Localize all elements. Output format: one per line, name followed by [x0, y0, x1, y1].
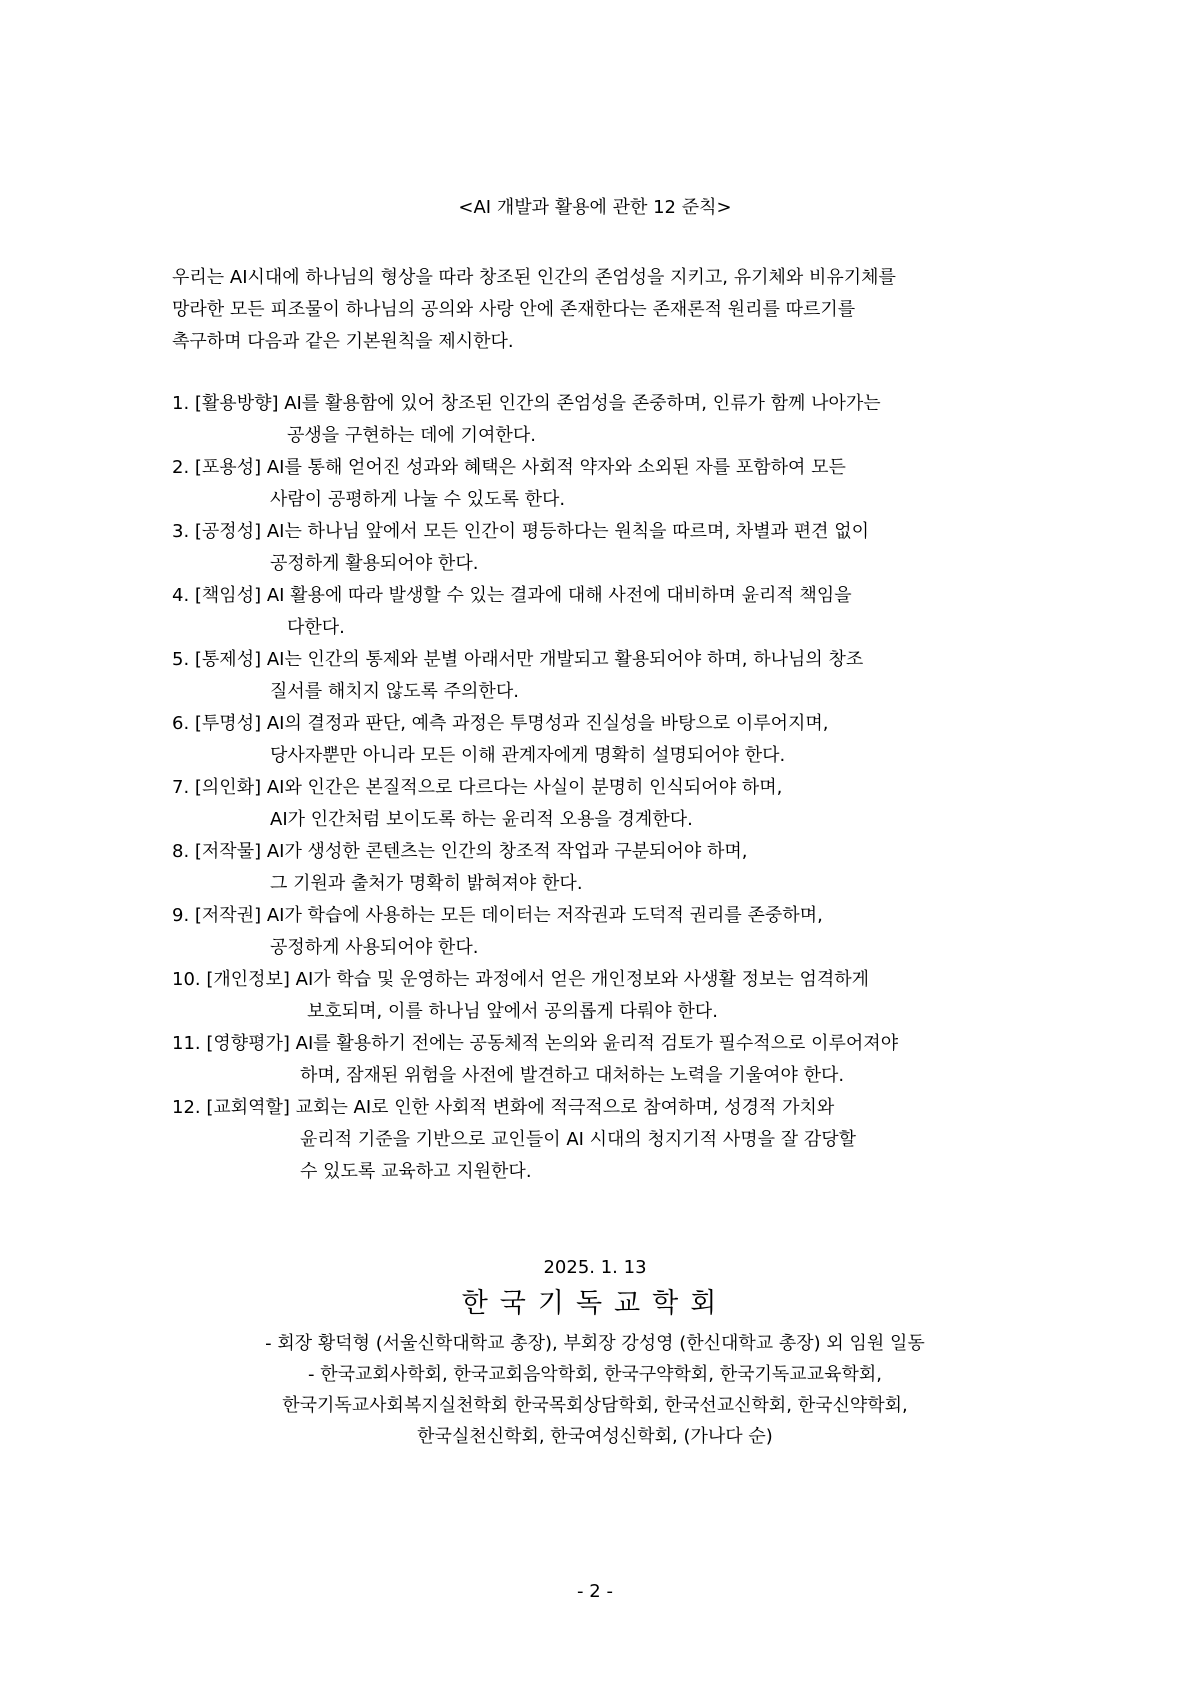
organization-name: 한국기독교학회 [461, 1288, 729, 1319]
rule-first-line: 6. [투명성] AI의 결정과 판단, 예측 과정은 투명성과 진실성을 바탕으로 이루어지며, [172, 713, 829, 734]
rule-continuation: AI가 인간처럼 보이도록 하는 윤리적 오용을 경계한다. [270, 809, 693, 830]
rule-item [172, 516, 1072, 580]
signatories [0, 1328, 1190, 1452]
rule-item [172, 836, 1072, 900]
rule-item [172, 900, 1072, 964]
rule-continuation: 그 기원과 출처가 명확히 밝혀져야 한다. [270, 873, 583, 894]
rule-continuation: 당사자뿐만 아니라 모든 이해 관계자에게 명확히 설명되어야 한다. [270, 745, 786, 766]
rule-item [172, 1092, 1072, 1188]
intro-line: 우리는 AI시대에 하나님의 형상을 따라 창조된 인간의 존엄성을 지키고, 유기체와 비유기체를 [172, 267, 896, 288]
rules-list [172, 388, 1072, 1188]
rule-item [172, 388, 1072, 452]
rule-continuation: 수 있도록 교육하고 지원한다. [300, 1161, 532, 1182]
rule-first-line: 4. [책임성] AI 활용에 따라 발생할 수 있는 결과에 대해 사전에 대비하며 윤리적 책임을 [172, 585, 852, 606]
rule-continuation: 다한다. [287, 617, 345, 638]
signatory-line: 한국실천신학회, 한국여성신학회, (가나다 순) [417, 1426, 773, 1447]
page-number: - 2 - [577, 1581, 613, 1602]
rule-item [172, 1028, 1072, 1092]
rule-first-line: 8. [저작물] AI가 생성한 콘텐츠는 인간의 창조적 작업과 구분되어야 하며, [172, 841, 748, 862]
rule-first-line: 5. [통제성] AI는 인간의 통제와 분별 아래서만 개발되고 활용되어야 하며, 하나님의 창조 [172, 649, 864, 670]
rule-first-line: 10. [개인정보] AI가 학습 및 운영하는 과정에서 얻은 개인정보와 사생활 정보는 엄격하게 [172, 969, 870, 990]
rule-item [172, 580, 1072, 644]
rule-first-line: 1. [활용방향] AI를 활용함에 있어 창조된 인간의 존엄성을 존중하며, 인류가 함께 나아가는 [172, 393, 881, 414]
rule-continuation: 공정하게 활용되어야 한다. [270, 553, 479, 574]
rule-first-line: 7. [의인화] AI와 인간은 본질적으로 다르다는 사실이 분명히 인식되어야 하며, [172, 777, 783, 798]
rule-first-line: 11. [영향평가] AI를 활용하기 전에는 공동체적 논의와 윤리적 검토가 필수적으로 이루어져야 [172, 1033, 899, 1054]
rule-item [172, 644, 1072, 708]
rule-first-line: 12. [교회역할] 교회는 AI로 인한 사회적 변화에 적극적으로 참여하며, 성경적 가치와 [172, 1097, 835, 1118]
rule-continuation: 보호되며, 이를 하나님 앞에서 공의롭게 다뤄야 한다. [307, 1001, 718, 1022]
intro-line: 망라한 모든 피조물이 하나님의 공의와 사랑 안에 존재한다는 존재론적 원리를 따르기를 [172, 299, 856, 320]
rule-item [172, 452, 1072, 516]
document-date: 2025. 1. 13 [543, 1257, 647, 1278]
rule-continuation: 공정하게 사용되어야 한다. [270, 937, 479, 958]
rule-first-line: 2. [포용성] AI를 통해 얻어진 성과와 혜택은 사회적 약자와 소외된 자를 포함하여 모든 [172, 457, 846, 478]
rule-first-line: 9. [저작권] AI가 학습에 사용하는 모든 데이터는 저작권과 도덕적 권리를 존중하며, [172, 905, 823, 926]
document-title: <AI 개발과 활용에 관한 12 준칙> [458, 197, 732, 218]
rule-item [172, 772, 1072, 836]
signatory-line: - 한국교회사학회, 한국교회음악학회, 한국구약학회, 한국기독교교육학회, [308, 1364, 882, 1385]
rule-continuation: 윤리적 기준을 기반으로 교인들이 AI 시대의 청지기적 사명을 잘 감당할 [300, 1129, 856, 1150]
rule-item [172, 964, 1072, 1028]
rule-item [172, 708, 1072, 772]
rule-continuation: 공생을 구현하는 데에 기여한다. [287, 425, 536, 446]
intro-paragraph [172, 262, 1052, 358]
signatory-line: - 회장 황덕형 (서울신학대학교 총장), 부회장 강성영 (한신대학교 총장) 외 임원 일동 [265, 1333, 925, 1354]
rule-continuation: 하며, 잠재된 위험을 사전에 발견하고 대처하는 노력을 기울여야 한다. [300, 1065, 845, 1086]
rule-continuation: 질서를 해치지 않도록 주의한다. [270, 681, 519, 702]
rule-first-line: 3. [공정성] AI는 하나님 앞에서 모든 인간이 평등하다는 원칙을 따르며, 차별과 편견 없이 [172, 521, 870, 542]
intro-line: 촉구하며 다음과 같은 기본원칙을 제시한다. [172, 331, 514, 352]
rule-continuation: 사람이 공평하게 나눌 수 있도록 한다. [270, 489, 566, 510]
signatory-line: 한국기독교사회복지실천학회 한국목회상담학회, 한국선교신학회, 한국신약학회, [282, 1395, 908, 1416]
